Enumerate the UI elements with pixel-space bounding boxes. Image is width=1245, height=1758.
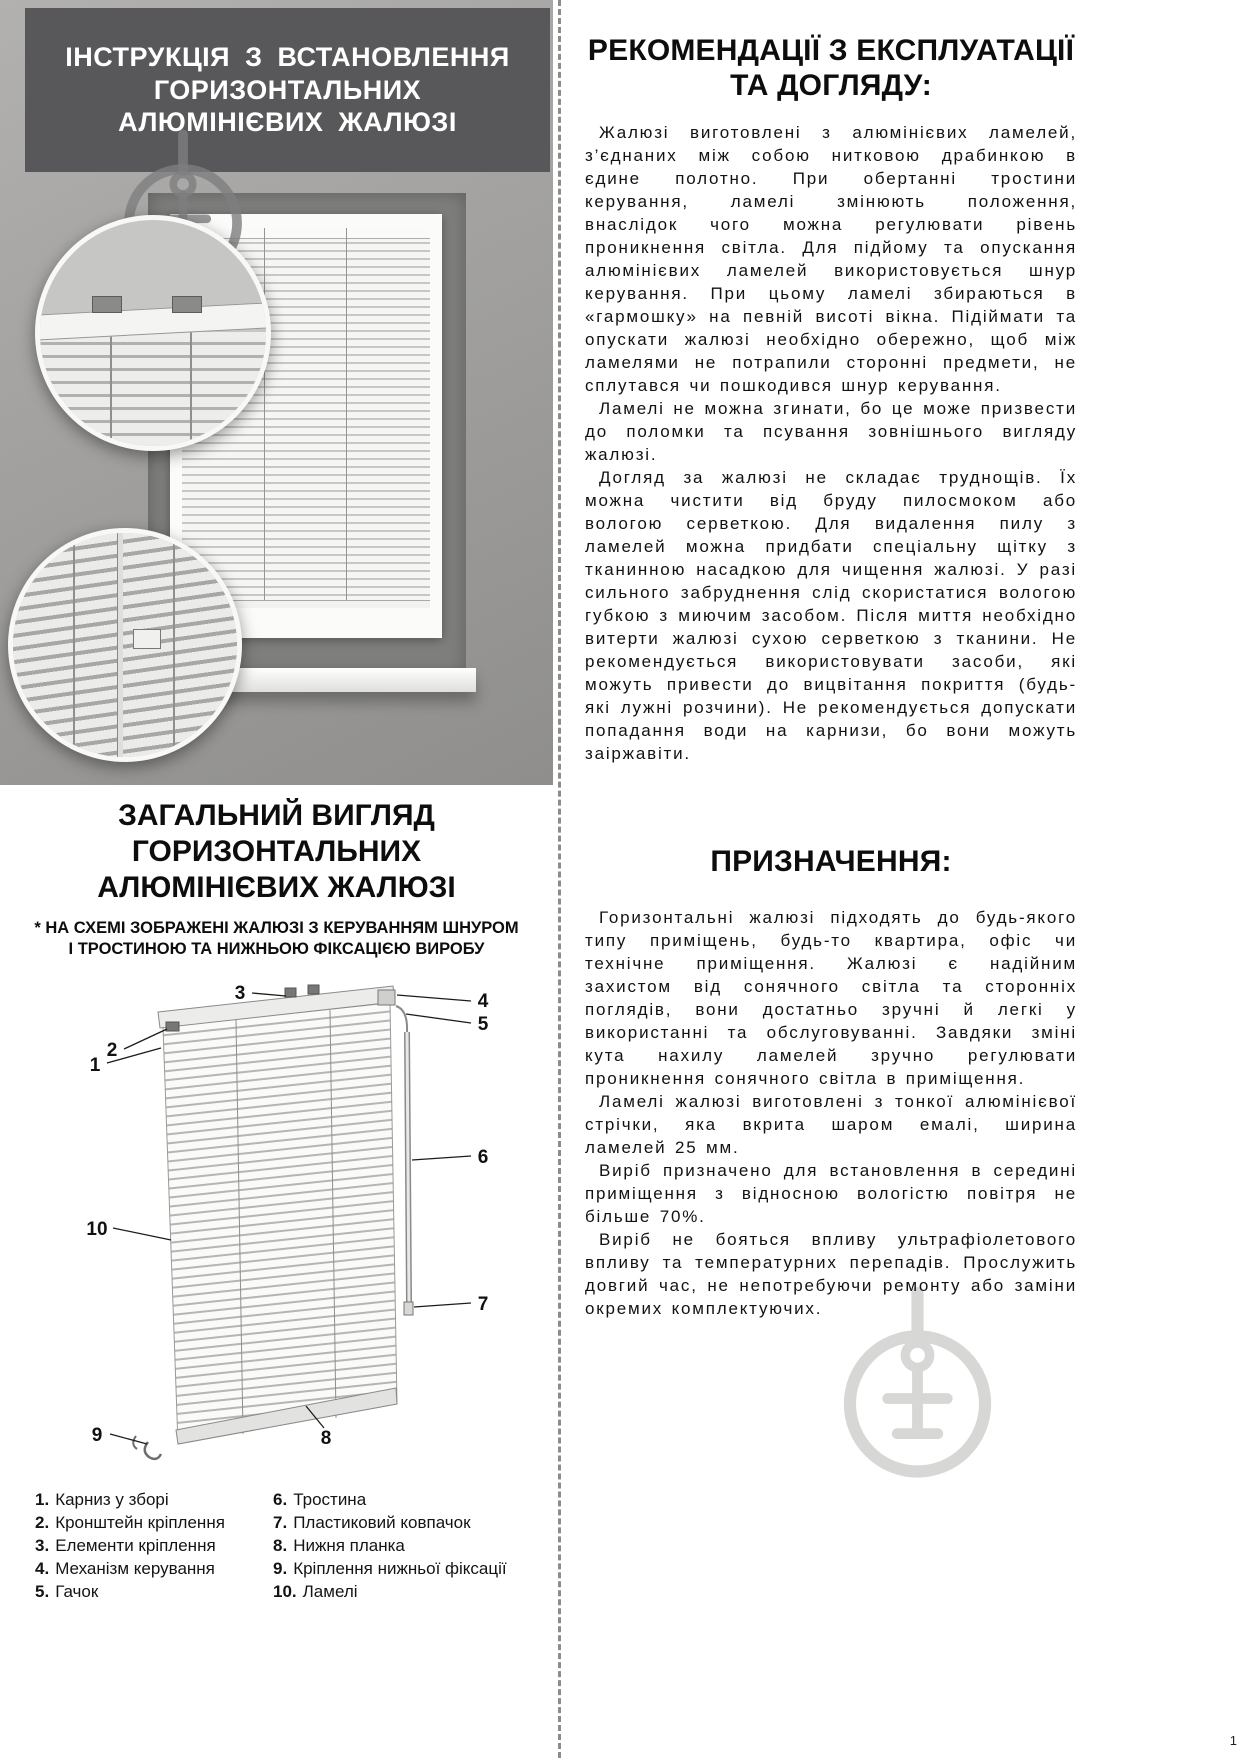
blinds-diagram-drawing: [0, 972, 553, 1474]
instruction-title: [25, 8, 550, 172]
overview-note: * НА СХЕМІ ЗОБРАЖЕНІ ЖАЛЮЗІ З КЕРУВАННЯМ ШНУРОМ І ТРОСТИНОЮ ТА НИЖНЬОЮ ФІКСАЦІЄЮ ВИРОБУ: [34, 919, 519, 958]
diagram-slats: [163, 1002, 397, 1444]
legend-item: 4. Механізм керування: [35, 1559, 215, 1578]
diagram-mechanism-icon: [378, 990, 395, 1005]
care-paragraph-2: Ламелі не можна згинати, бо це може призвести до поломки та псування зовнішнього вигляду жалюзі.: [585, 399, 1077, 464]
purpose-paragraph-3: Виріб призначено для встановлення в середині приміщення з відносною вологістю повітря не більше 70%.: [585, 1160, 1077, 1226]
legend-item: 9. Кріплення нижньої фіксації: [273, 1559, 507, 1578]
diagram-clip-icon: [285, 988, 296, 997]
diagram-bottom-hook-icon: [145, 1442, 161, 1459]
diagram-rod-cap-icon: [404, 1302, 413, 1315]
mounting-bracket-icon: [172, 296, 202, 313]
diagram-label-1: 1: [89, 1055, 101, 1076]
diagram-rod: [407, 1032, 409, 1302]
zoom-circle-headrail: [35, 215, 271, 451]
diagram-label-5: 5: [477, 1014, 489, 1035]
diagram-label-4: 4: [477, 991, 489, 1012]
legend-item: 5. Гачок: [35, 1582, 99, 1601]
legend-item: 1. Карниз у зборі: [35, 1490, 169, 1509]
legend-item: 6. Тростина: [273, 1490, 367, 1509]
right-column: [585, 34, 1077, 1320]
purpose-paragraph-1: Горизонтальні жалюзі підходять до будь-якого типу приміщень, будь-то квартира, офіс чи технічне приміщення. Жалюзі є надійним захистом від сонячного світла та сторонніх поглядів, вони достатньо зручні й легкі у використанні та обслуговуванні. Завдяки зміні кута нахилу ламелей зручно регулювати проникнення сонячного світла в приміщення.: [585, 907, 1077, 1088]
diagram-label-3: 3: [234, 983, 246, 1004]
diagram-label-10: 10: [86, 1219, 108, 1240]
zoom-cord: [173, 533, 175, 757]
diagram-label-9: 9: [91, 1425, 103, 1446]
legend-column-right: [273, 1488, 543, 1603]
zoom-cord: [110, 328, 112, 448]
instruction-title-text: ІНСТРУКЦІЯ З ВСТАНОВЛЕННЯ ГОРИЗОНТАЛЬНИХ АЛЮМІНІЄВИХ ЖАЛЮЗІ: [65, 41, 510, 138]
zoom-slats: [13, 533, 237, 757]
care-paragraph-3: Догляд за жалюзі не складає труднощів. Їх можна чистити від бруду пилосмоком або вологою серветкою. Для видалення пилу з ламелей можна придбати спеціальну щітку з тканинною насадкою для чищення жалюзі. У разі сильного забруднення слід скористатися вологою губкою з миючим засобом. Після миття необхідно витерти жалюзі сухою серветкою з тканини. Не рекомендується використовувати засоби, які можуть привести до вицвітання покриття (будь-які лужні розчини). Не рекомендується допускати попадання води на карнизи, бо вони можуть заіржавіти.: [585, 468, 1077, 763]
zoom-clip: [133, 629, 161, 649]
overview-title: ЗАГАЛЬНИЙ ВИГЛЯД ГОРИЗОНТАЛЬНИХ АЛЮМІНІЄВИХ ЖАЛЮЗІ: [97, 799, 456, 904]
purpose-paragraph-2: Ламелі жалюзі виготовлені з тонкої алюмінієвої стрічки, яка вкрита шаром емалі, ширина ламелей 25 мм.: [585, 1091, 1077, 1157]
legend-item: 2. Кронштейн кріплення: [35, 1513, 225, 1532]
diagram-label-7: 7: [477, 1294, 489, 1315]
blinds-diagram: [0, 972, 553, 1474]
column-divider: [558, 0, 561, 1758]
care-paragraph-1: Жалюзі виготовлені з алюмінієвих ламелей, з’єднаних між собою нитковою драбинкою в єдине полотно. При обертанні тростини керування, ламелі змінюють положення, внаслідок чого можна регулювати рівень проникнення світла. Для підйому та опускання алюмінієвих ламелей використовується шнур керування. При цьому ламелі збираються в «гармошку» на певній висоті вікна. Підіймати та опускати жалюзі необхідно обережно, щоб між ламелями не потрапили сторонні предмети, не сплутався чи пошкодився шнур керування.: [585, 123, 1077, 395]
purpose-paragraph-4: Виріб не бояться впливу ультрафіолетового впливу та температурних перепадів. Прослужить довгий час, не непотребуючи ремонту або заміни окремих комплектуючих.: [585, 1229, 1077, 1318]
legend-column-left: [35, 1488, 245, 1603]
diagram-label-8: 8: [320, 1428, 332, 1449]
zoom-circle-slats: [8, 528, 242, 762]
legend-item: 3. Елементи кріплення: [35, 1536, 216, 1555]
zoom-slats: [40, 332, 266, 451]
diagram-label-6: 6: [477, 1147, 489, 1168]
care-section-title: РЕКОМЕНДАЦІЇ З ЕКСПЛУАТАЦІЇ ТА ДОГЛЯДУ:: [587, 34, 1075, 102]
mounting-bracket-icon: [92, 296, 122, 313]
diagram-bracket-icon: [166, 1022, 179, 1031]
legend-item: 10. Ламелі: [273, 1582, 358, 1601]
diagram-label-2: 2: [106, 1040, 118, 1061]
diagram-bottom-hook-icon: [133, 1436, 137, 1449]
page-number: 1: [1229, 1733, 1237, 1748]
zoom-cord: [73, 533, 75, 757]
purpose-section-title: ПРИЗНАЧЕННЯ:: [710, 845, 952, 878]
legend-item: 7. Пластиковий ковпачок: [273, 1513, 471, 1532]
zoom-cord: [190, 328, 192, 448]
zoom-wand: [117, 533, 123, 757]
diagram-legend: [35, 1488, 543, 1603]
diagram-clip-icon: [308, 985, 319, 994]
blinds-cord: [346, 228, 347, 608]
legend-item: 8. Нижня планка: [273, 1536, 405, 1555]
diagram-hook-icon: [396, 1006, 407, 1032]
